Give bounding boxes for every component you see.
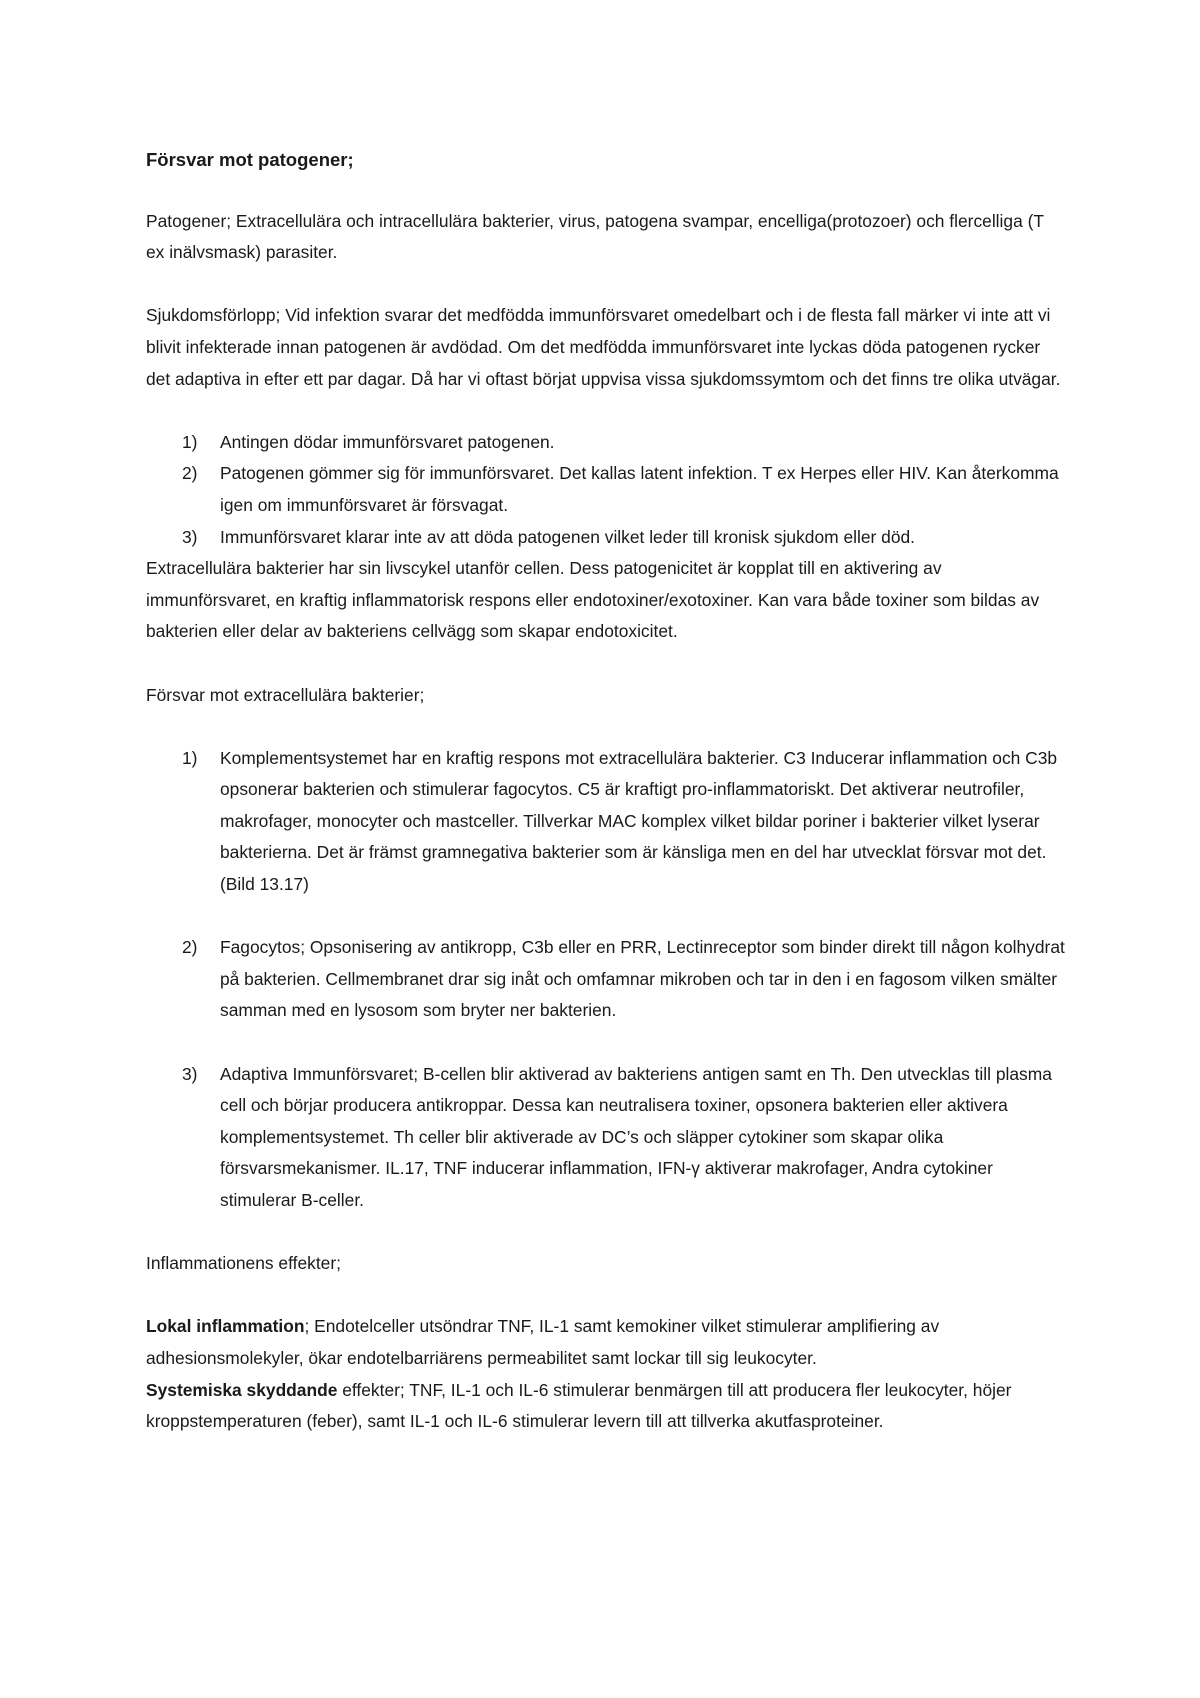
paragraph-patogener: Patogener; Extracellulära och intracellulära bakterier, virus, patogena svampar, encelliga(protozoer) och flercelliga (T ex inälvsmask) parasiter.: [146, 210, 1044, 263]
list-item: [146, 1059, 1066, 1217]
list-number: 3): [182, 1063, 198, 1084]
list-item-text: Adaptiva Immunförsvaret; B-cellen blir aktiverad av bakteriens antigen samt en Th. Den utvecklas till plasma cell och börjar producera antikroppar. Dessa kan neutralisera toxiner, opsonera bakterien eller aktivera komplementsystemet. Th celler blir aktiverade av DC’s och släpper cytokiner som skapar olika försvarsmekanismer. IL.17, TNF inducerar inflammation, IFN-γ aktiverar makrofager, Andra cytokiner stimulerar B-celler.: [220, 1063, 1052, 1210]
list-number: 1): [182, 431, 198, 452]
list-item: [146, 932, 1066, 1027]
list-item: [146, 522, 1066, 554]
list-item: [146, 427, 1066, 459]
systemiska-label: Systemiska skyddande: [146, 1379, 338, 1400]
list-item-text: Antingen dödar immunförsvaret patogenen.: [220, 431, 555, 452]
document-page: [146, 144, 1066, 1438]
document-title: Försvar mot patogener;: [146, 149, 354, 170]
paragraph-extracellular: Extracellulära bakterier har sin livscykel utanför cellen. Dess patogenicitet är kopplat till en aktivering av immunförsvaret, en kraftig inflammatorisk respons eller endotoxiner/exotoxiner. Kan vara både toxiner som bildas av bakterien eller delar av bakteriens cellvägg som skapar endotoxicitet.: [146, 558, 1040, 642]
list-item-text: Immunförsvaret klarar inte av att döda patogenen vilket leder till kronisk sjukdom eller död.: [220, 526, 915, 547]
list-item: [146, 458, 1066, 521]
list-number: 3): [182, 526, 198, 547]
list-item-text: Patogenen gömmer sig för immunförsvaret. Det kallas latent infektion. T ex Herpes eller HIV. Kan återkomma igen om immunförsvaret är försvagat.: [220, 463, 1059, 515]
list-item-text: Fagocytos; Opsonisering av antikropp, C3b eller en PRR, Lectinreceptor som binder direkt till någon kolhydrat på bakterien. Cellmembranet drar sig inåt och omfamnar mikroben och tar in den i en fagosom vilken smälter samman med en lysosom som bryter ner bakterien.: [220, 937, 1065, 1021]
list-item: [146, 743, 1066, 901]
heading-inflammation: Inflammationens effekter;: [146, 1253, 341, 1274]
lokal-text: ; Endotelceller utsöndrar TNF, IL-1 samt kemokiner vilket stimulerar amplifiering av adhesionsmolekyler, ökar endotelbarriärens permeabilitet samt lockar till sig leukocyter.: [146, 1316, 940, 1368]
paragraph-sjukdomsforlopp: Sjukdomsförlopp; Vid infektion svarar det medfödda immunförsvaret omedelbart och i de flesta fall märker vi inte att vi blivit infekterade innan patogenen är avdödad. Om det medfödda immunförsvaret inte lyckas döda patogenen rycker det adaptiva in efter ett par dagar. Då har vi oftast börjat uppvisa vissa sjukdomssymtom och det finns tre olika utvägar.: [146, 305, 1061, 389]
heading-forsvar-extracellular: Försvar mot extracellulära bakterier;: [146, 684, 425, 705]
list-number: 2): [182, 463, 198, 484]
list-number: 2): [182, 937, 198, 958]
list-item-text: Komplementsystemet har en kraftig respons mot extracellulära bakterier. C3 Inducerar inflammation och C3b opsonerar bakterien och stimulerar fagocytos. C5 är kraftigt pro-inflammatoriskt. Det aktiverar neutrofiler, makrofager, monocyter och mastceller. Tillverkar MAC komplex vilket bildar poriner i bakterier vilket lyserar bakterierna. Det är främst gramnegativa bakterier som är känsliga men en del har utvecklat försvar mot det. (Bild 13.17): [220, 747, 1058, 895]
lokal-label: Lokal inflammation: [146, 1316, 305, 1337]
paragraph-systemiska: [146, 1375, 1066, 1438]
outcome-list: [146, 427, 1066, 553]
paragraph-lokal-inflammation: [146, 1311, 1066, 1374]
defense-list: [146, 743, 1066, 1217]
list-number: 1): [182, 747, 198, 768]
systemiska-text: effekter; TNF, IL-1 och IL-6 stimulerar benmärgen till att producera fler leukocyter, höjer kroppstemperaturen (feber), samt IL-1 och IL-6 stimulerar levern till att tillverka akutfasproteiner.: [146, 1379, 1012, 1432]
